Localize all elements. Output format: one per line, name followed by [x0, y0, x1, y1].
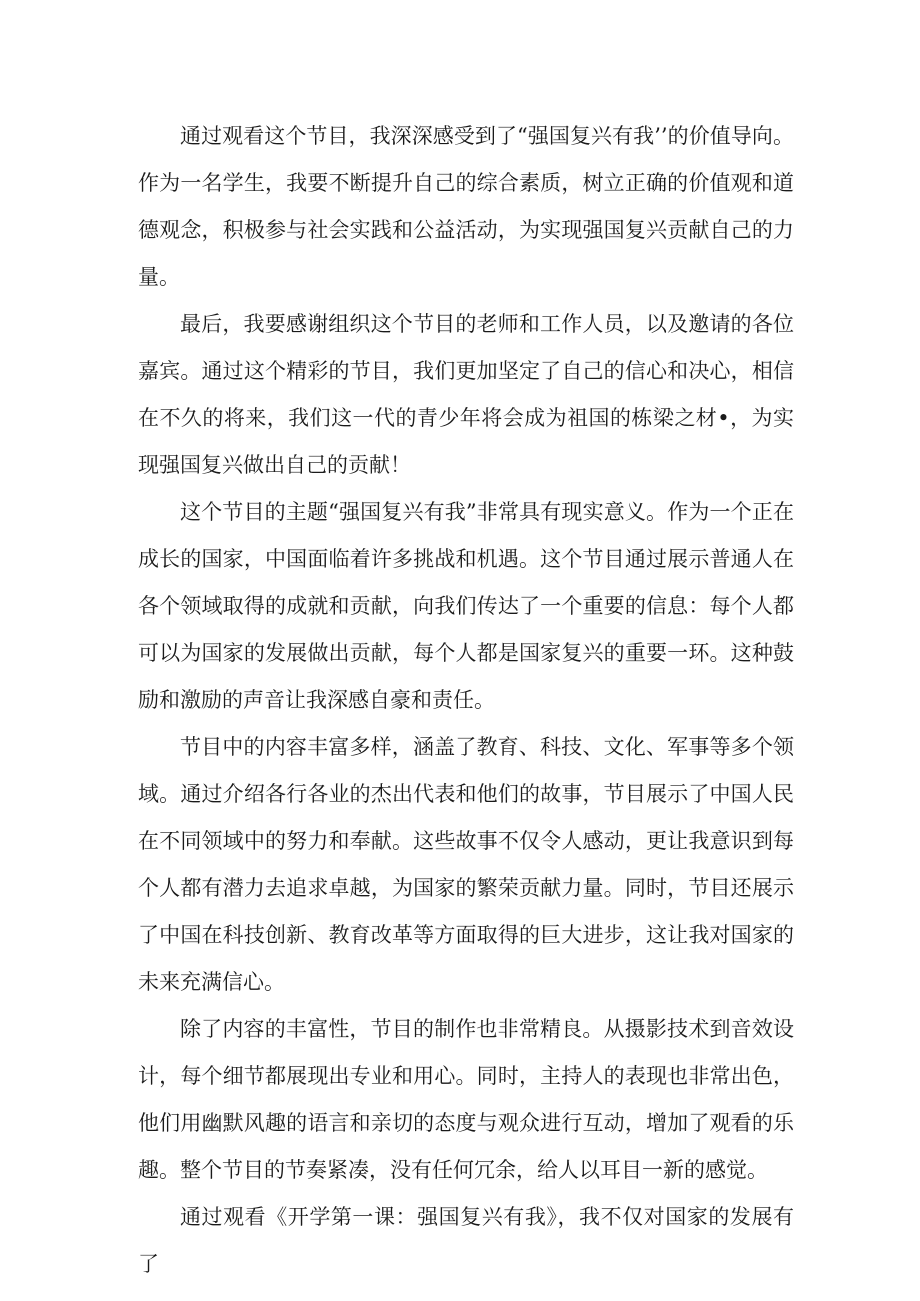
paragraph-theme: 这个节目的主题“强国复兴有我”非常具有现实意义。作为一个正在成长的国家，中国面临着许多挑战和机遇。这个节目通过展示普通人在各个领域取得的成就和贡献，向我们传达了一个重要的信息：每个人都可以为国家的发展做出贡献，每个人都是国家复兴的重要一环。这种鼓励和激励的声音让我深感自豪和责任。	[138, 500, 794, 712]
paragraph-thanks: 最后，我要感谢组织这个节目的老师和工作人员，以及邀请的各位嘉宾。通过这个精彩的节目，我们更加坚定了自己的信心和决心，相信在不久的将来，我们这一代的青少年将会成为祖国的栋梁之材•，为实现强国复兴做出自己的贡献！	[138, 312, 794, 477]
document-body	[138, 113, 794, 1288]
paragraph-content: 节目中的内容丰富多样，涵盖了教育、科技、文化、军事等多个领域。通过介绍各行各业的杰出代表和他们的故事，节目展示了中国人民在不同领域中的努力和奉献。这些故事不仅令人感动，更让我意识到每个人都有潜力去追求卓越，为国家的繁荣贡献力量。同时，节目还展示了中国在科技创新、教育改革等方面取得的巨大进步，这让我对国家的未来充满信心。	[138, 735, 794, 994]
paragraph-value-orientation: 通过观看这个节目，我深深感受到了“强国复兴有我’’的价值导向。作为一名学生，我要不断提升自己的综合素质，树立正确的价值观和道德观念，积极参与社会实践和公益活动，为实现强国复兴贡献自己的力量。	[138, 124, 794, 289]
paragraph-conclusion: 通过观看《开学第一课：强国复兴有我》，我不仅对国家的发展有了	[138, 1205, 794, 1276]
paragraph-production: 除了内容的丰富性，节目的制作也非常精良。从摄影技术到音效设计，每个细节都展现出专业和用心。同时，主持人的表现也非常出色，他们用幽默风趣的语言和亲切的态度与观众进行互动，增加了观看的乐趣。整个节目的节奏紧凑，没有任何冗余，给人以耳目一新的感觉。	[138, 1017, 794, 1182]
